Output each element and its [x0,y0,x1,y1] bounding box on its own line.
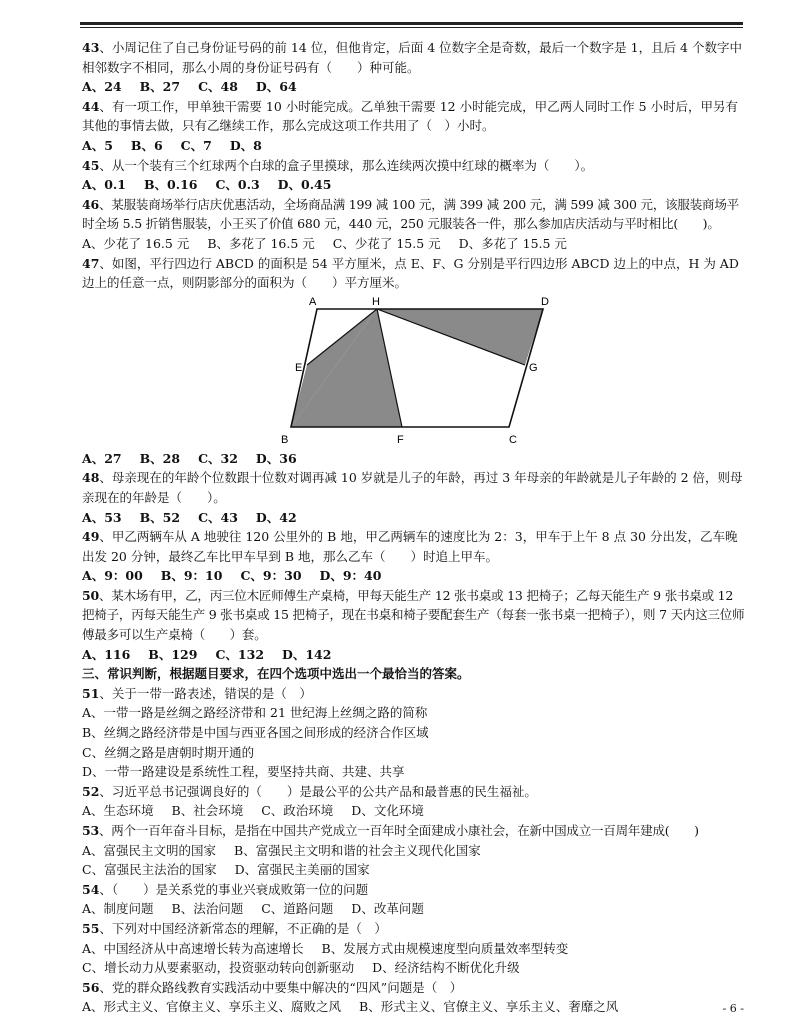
label-a: A [309,295,317,308]
question-text: 、某木场有甲，乙，丙三位木匠师傅生产桌椅，甲每天能生产 12 张书桌或 13 把椅子；乙每天能生产 9 张书桌或 12 把椅子，丙每天能生产 9 张书桌或 15 把椅子，现在书桌和椅子要配套生产（每套一张书桌一把椅子），则 7 天内这三位师傅最多可以生产桌椅（ ）套。 [82,587,745,643]
option-b: B、法治问题 [171,901,244,917]
option-c: C、道路问题 [261,901,334,917]
options-48 [82,508,747,528]
question-text: 、如图，平行四边行 ABCD 的面积是 54 平方厘米，点 E、F、G 分别是平行四边形 ABCD 边上的中点，H 为 AD 边上的任意一点，则阴影部分的面积为（ ）平方厘米。 [82,255,739,291]
option-d: D、富强民主美丽的国家 [234,862,370,878]
options-49 [82,566,747,586]
question-53 [82,821,747,841]
question-number: 56 [82,979,100,995]
question-text: 、两个一百年奋斗目标，是指在中国共产党成立一百年时全面建成小康社会，在新中国成立一百周年建成( ) [99,823,699,838]
page-number: - 6 - [722,1002,744,1015]
question-47 [82,254,747,293]
option-a: A、9：00 [82,568,143,584]
question-number: 48 [82,470,100,486]
question-50 [82,586,747,645]
option-d: D、64 [255,79,297,95]
option-a: A、一带一路是丝绸之路经济带和 21 世纪海上丝绸之路的简称 [82,705,428,721]
options-55-row2 [82,958,747,978]
label-d: D [541,295,549,308]
question-text: 、（ ）是关系党的事业兴衰成败第一位的问题 [99,881,369,897]
label-e: E [295,361,303,374]
question-46 [82,195,747,234]
option-a: A、形式主义、官僚主义、享乐主义、腐败之风 [82,999,342,1015]
option-d: D、改革问题 [351,901,424,917]
question-43 [82,38,747,77]
option-a: A、少花了 16.5 元 [82,235,190,251]
label-c: C [509,433,517,446]
question-44 [82,97,747,136]
option-c: C、政治环境 [261,803,334,819]
shaded-triangle-right [377,309,543,365]
question-number: 44 [82,98,100,114]
option-b: B、社会环境 [171,803,244,819]
question-56 [82,978,747,998]
question-text: 、小周记住了自己身份证号码的前 14 位，但他肯定，后面 4 位数字全是奇数，最后一个数字是 1，且后 4 个数字中相邻数字不相同，那么小周的身份证号码有（ ）种可能。 [82,40,742,75]
question-text: 、下列对中国经济新常态的理解，不正确的是（ ） [99,920,387,936]
option-b: B、6 [130,137,163,153]
question-number: 43 [82,40,100,55]
option-d: D、36 [255,450,297,466]
option-c: C、富强民主法治的国家 [82,862,217,878]
option-b: B、9：10 [160,568,223,584]
question-54 [82,880,747,900]
option-c: C、48 [198,79,238,95]
options-46 [82,234,747,254]
option-d: D、多花了 15.5 元 [458,235,567,251]
question-48 [82,468,747,507]
options-44 [82,136,747,156]
option-a: A、制度问题 [82,901,154,917]
option-a: A、53 [82,509,122,525]
label-b: B [281,433,289,446]
question-text: 、有一项工作，甲单独干需要 10 小时能完成。乙单独干需要 12 小时能完成，甲乙两人同时工作 5 小时后，甲另有其他的事情去做，只有乙继续工作，那么完成这项工作共用了（ ）小时。 [82,98,739,134]
option-d: D、一带一路建设是系统性工程，要坚持共商、共建、共享 [82,764,405,780]
question-number: 46 [82,196,99,212]
option-c: C、32 [198,450,238,466]
question-text: 、从一个装有三个红球两个白球的盒子里摸球，那么连续两次摸中红球的概率为（ ）。 [99,157,594,173]
option-b: B、52 [139,509,181,525]
option-a: A、27 [82,450,122,466]
question-49 [82,527,747,566]
question-number: 54 [82,881,100,897]
option-a: A、富强民主文明的国家 [82,842,217,858]
option-d: D、9：40 [319,568,382,584]
option-c: C、7 [180,137,212,153]
question-text: 、母亲现在的年龄个位数跟十位数对调再减 10 岁就是儿子的年龄，再过 3 年母亲的年龄就是儿子年龄的 2 倍，则母亲现在的年龄是（ ）。 [82,470,743,505]
option-b: B、27 [139,79,181,95]
option-d: D、经济结构不断优化升级 [372,960,520,976]
section-heading: 三、常识判断，根据题目要求，在四个选项中选出一个最恰当的答案。 [82,666,470,682]
option-a: A、116 [82,646,131,662]
option-b: B、富强民主文明和谐的社会主义现代化国家 [234,842,481,858]
question-text: 、甲乙两辆车从 A 地驶往 120 公里外的 B 地，甲乙两辆车的速度比为 2：3，甲车于上午 8 点 30 分出发，乙车晚出发 20 分钟，最终乙车比甲车早到 B 地，那么乙车（ ）时追上甲车。 [82,529,738,564]
option-b: B、丝绸之路经济带是中国与西亚各国之间形成的经济合作区域 [82,725,429,741]
parallelogram-figure [82,295,747,447]
options-47 [82,449,747,469]
question-number: 47 [82,255,100,271]
header-rule-thick [80,22,743,25]
option-c: C、增长动力从要素驱动，投资驱动转向创新驱动 [82,960,355,976]
option-b: B、129 [148,646,198,662]
option-c: C、丝绸之路是唐朝时期开通的 [82,744,255,760]
options-43 [82,77,747,97]
option-b: B、28 [139,450,181,466]
options-52 [82,801,747,821]
options-45 [82,175,747,195]
option-d: D、0.45 [277,177,332,193]
question-text: 、某服装商场举行店庆优惠活动，全场商品满 199 减 100 元，满 399 减 200 元，满 599 减 300 元，该服装商场平时全场 5.5 折销售服装，小王买了价值 680 元，440 元，250 元服装各一件，那么参加店庆活动与平时相比( )。 [82,196,739,232]
question-text: 、党的群众路线教育实践活动中要集中解决的“四风”问题是（ ） [99,979,463,995]
option-a: A、24 [82,79,122,95]
options-56 [82,997,747,1017]
option-a: A、中国经济从中高速增长转为高速增长 [82,940,304,956]
option-a: A、生态环境 [82,803,154,819]
options-55-row1 [82,939,747,959]
question-number: 55 [82,920,100,936]
question-number: 50 [82,587,99,603]
option-b: B、发展方式由规模速度型向质量效率型转变 [321,940,569,956]
option-b: B、0.16 [143,177,198,193]
option-d: D、8 [229,137,262,153]
question-number: 45 [82,157,100,173]
options-53-row1 [82,841,747,861]
question-45 [82,156,747,176]
question-51 [82,684,747,704]
question-number: 52 [82,783,100,799]
option-b: B、形式主义、官僚主义、享乐主义、奢靡之风 [359,999,619,1015]
question-52 [82,782,747,802]
question-number: 49 [82,529,100,545]
option-c: C、43 [198,509,238,525]
label-g: G [529,361,538,374]
option-d: D、文化环境 [351,803,424,819]
option-b: B、多花了 16.5 元 [207,235,315,251]
header-rule-thin [80,27,743,28]
options-53-row2 [82,860,747,880]
options-54 [82,899,747,919]
question-number: 53 [82,823,99,838]
option-c: C、132 [215,646,265,662]
option-c: C、9：30 [240,568,302,584]
question-55 [82,919,747,939]
label-f: F [397,433,404,446]
parallelogram-diagram [277,295,557,447]
option-d: D、42 [255,509,297,525]
option-a: A、0.1 [82,177,126,193]
page-content [82,38,747,1017]
question-text: 、习近平总书记强调良好的（ ）是最公平的公共产品和最普惠的民生福祉。 [99,783,537,799]
label-h: H [372,295,380,308]
question-number: 51 [82,685,100,701]
options-50 [82,645,747,665]
option-d: D、142 [282,646,332,662]
option-c: C、少花了 15.5 元 [332,235,441,251]
option-c: C、0.3 [215,177,260,193]
question-text: 、关于一带一路表述，错误的是（ ） [99,685,312,701]
option-a: A、5 [82,137,113,153]
